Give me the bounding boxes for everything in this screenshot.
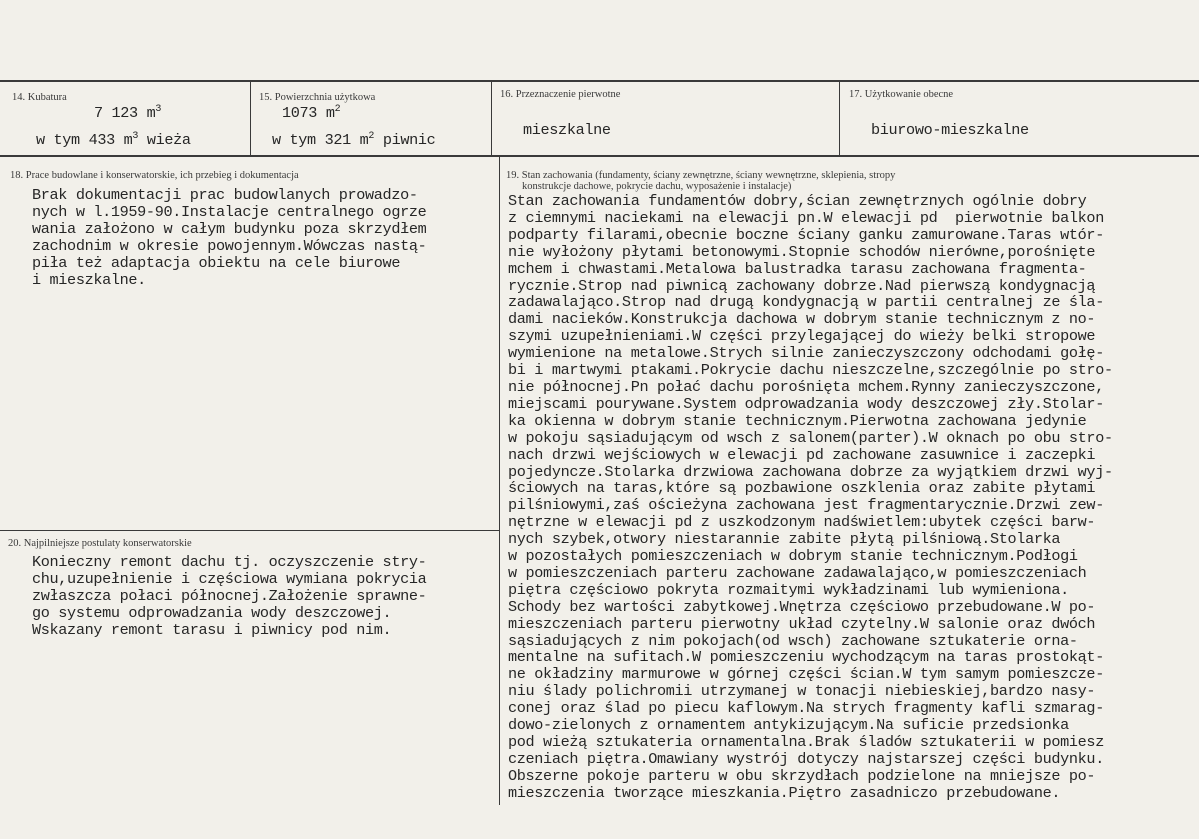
header-bottom-rule — [0, 155, 1199, 157]
uzytkowanie-label: 17. Użytkowanie obecne — [849, 89, 954, 100]
stan-text-line: nach drzwi wejściowych w elewacji pd zachowane zasuwnice i zaczepki — [508, 445, 1096, 464]
stan-text-line: rycznie.Strop nad piwnicą zachowany dobrze.Nad pierwszą kondygnacją — [508, 276, 1096, 295]
stan-text — [508, 193, 1113, 802]
stan-label-line1: 19. Stan zachowania (fundamenty, ściany zewnętrzne, ściany wewnętrzne, sklepienia, stropy — [506, 170, 896, 181]
postulaty-text-line: Konieczny remont dachu tj. oczyszczenie stry- — [32, 553, 427, 571]
stan-text-line: pojedyncze.Stolarka drzwiowa zachowana dobrze za wyjątkiem drzwi wyj- — [508, 462, 1113, 481]
stan-text-line: w pokoju sąsiadującym od wsch z salonem(parter).W oknach po obu stro- — [508, 428, 1113, 447]
stan-text-line: Stan zachowania fundamentów dobry,ścian zewnętrznych ogólnie dobry — [508, 192, 1087, 210]
stan-text-line: zadawalająco.Strop nad drugą kondygnacją w partii centralnej ze śla- — [508, 293, 1104, 312]
prace-label: 18. Prace budowlane i konserwatorskie, ich przebieg i dokumentacja — [10, 170, 299, 181]
stan-text-line: nie północnej.Pn połać dachu porośnięta mchem.Rynny zanieczyszczone, — [508, 377, 1104, 396]
stan-text-line: w pozostałych pomieszczeniach w dobrym stanie technicznym.Podłogi — [508, 547, 1078, 566]
stan-text-line: w pomieszczeniach parteru zachowane zadawalająco,w pomieszczeniach — [508, 563, 1087, 582]
stan-text-line: niu ślady polichromii utrzymanej w tonacji niebieskiej,bardzo nasy- — [508, 682, 1096, 701]
przeznaczenie-value: mieszkalne — [523, 121, 611, 139]
stan-text-line: bi i martwymi ptakami.Pokrycie dachu nieszczelne,szczególnie po stro- — [508, 361, 1113, 380]
stan-text-line: miejscami pourywane.System odprowadzania wody deszczowej zły.Stolar- — [508, 394, 1104, 413]
stan-text-line: dowo-zielonych z ornamentem antykizującym.Na suficie przedsionka — [508, 716, 1069, 735]
powierzchnia-subvalue: w tym 321 $m^2$ piwnic — [272, 131, 436, 149]
stan-text-line: mchem i chwastami.Metalowa balustradka tarasu zachowana fragmenta- — [508, 259, 1087, 278]
prace-text-line: i mieszkalne. — [32, 270, 146, 289]
postulaty-text-line: zwłaszcza połaci północnej.Założenie sprawne- — [32, 586, 427, 605]
divider-left-right — [499, 157, 500, 805]
przeznaczenie-label: 16. Przeznaczenie pierwotne — [500, 89, 621, 100]
stan-label-line2: konstrukcje dachowe, pokrycie dachu, wyposażenie i instalacje) — [522, 181, 792, 192]
stan-text-line: szymi uzupełnieniami.W części przylegającej do wieży belki stropowe — [508, 327, 1096, 346]
stan-text-line: podparty filarami,obecnie boczne ściany ganku zamurowane.Taras wtór- — [508, 225, 1104, 244]
divider-18-20 — [0, 530, 499, 531]
stan-text-line: dami nacieków.Konstrukcja dachowa w dobrym stanie technicznym z no- — [508, 310, 1096, 329]
stan-text-line: nie wyłożony płytami betonowymi.Stopnie schodów nierówne,porośnięte — [508, 242, 1096, 261]
stan-text-line: pilśniowymi,zaś ościeżyna zachowana jest fragmentarycznie.Drzwi zew- — [508, 496, 1104, 515]
stan-text-line: mentalne na sufitach.W pomieszczeniu wychodzącym na taras prostokąt- — [508, 648, 1104, 667]
prace-text-line: nych w l.1959-90.Instalacje centralnego ogrze — [32, 202, 427, 221]
stan-text-line: wymienione na metalowe.Strych silnie zanieczyszczony odchodami gołę- — [508, 344, 1104, 363]
postulaty-text — [32, 554, 426, 639]
prace-text-line: Brak dokumentacji prac budowlanych prowadzo- — [32, 186, 418, 204]
stan-text-line: mieszczeniach parteru pierwotny układ czytelny.W salonie oraz dwóch — [508, 614, 1096, 633]
stan-text-line: pod wieżą sztukateria ornamentalna.Brak śladów sztukaterii w pomiesz — [508, 733, 1104, 751]
stan-text-line: z ciemnymi naciekami na elewacji pn.W elewacji pd pierwotnie balkon — [508, 208, 1104, 227]
kubatura-value: 7 123 $m^3$ — [94, 104, 162, 122]
uzytkowanie-value: biurowo-mieszkalne — [871, 121, 1029, 139]
top-rule — [0, 80, 1199, 82]
stan-text-line: nętrzne w elewacji pd z uszkodzonym nadświetlem:ubytek części barw- — [508, 513, 1096, 532]
divider-16-17 — [839, 82, 840, 155]
postulaty-text-line: chu,uzupełnienie i częściowa wymiana pokrycia — [32, 569, 427, 588]
postulaty-label: 20. Najpilniejsze postulaty konserwatorskie — [8, 538, 192, 549]
prace-text-line: piła też adaptacja obiektu na cele biurowe — [32, 253, 401, 272]
stan-text-line: sąsiadujących z nim pokojach(od wsch) zachowane sztukaterie orna- — [508, 631, 1078, 650]
divider-15-16 — [491, 82, 492, 155]
prace-text-line: zachodnim w okresie powojennym.Wówczas nastą- — [32, 236, 427, 255]
stan-text-line: Schody bez wartości zabytkowej.Wnętrza częściowo przebudowane.W po- — [508, 597, 1096, 616]
kubatura-label: 14. Kubatura — [12, 92, 67, 103]
stan-text-line: piętra częściowo pokryta rozmaitymi wykładzinami lub wymieniona. — [508, 580, 1069, 599]
prace-text — [32, 187, 426, 288]
stan-text-line: ściowych na taras,które są pozbawione oszklenia oraz zabite płytami — [508, 479, 1096, 498]
stan-text-line: Obszerne pokoje parteru w obu skrzydłach podzielone na mniejsze po- — [508, 766, 1096, 785]
stan-text-line: mieszczenia tworzące mieszkania.Piętro zasadniczo przebudowane. — [508, 783, 1061, 802]
kubatura-subvalue: w tym 433 $m^3$ wieża — [36, 131, 191, 149]
stan-text-line: nych szybek,otwory niestarannie zabite płytą pilśniową.Stolarka — [508, 530, 1061, 549]
divider-14-15 — [250, 82, 251, 155]
prace-text-line: wania założono w całym budynku poza skrzydłem — [32, 219, 427, 238]
stan-text-line: czeniach piętra.Omawiany wystrój dotyczy najstarszej części budynku. — [508, 749, 1104, 768]
stan-text-line: ne okładziny marmurowe w górnej części ścian.W tym samym pomieszcze- — [508, 665, 1104, 684]
postulaty-text-line: Wskazany remont tarasu i piwnicy pod nim. — [32, 620, 392, 639]
stan-text-line: ka okienna w dobrym stanie technicznym.Pierwotna zachowana jedynie — [508, 411, 1087, 430]
stan-text-line: conej oraz ślad po piecu kaflowym.Na strych fragmenty kafli szmarag- — [508, 699, 1104, 718]
powierzchnia-value: 1073 $m^2$ — [282, 104, 341, 122]
powierzchnia-label: 15. Powierzchnia użytkowa — [259, 92, 376, 103]
postulaty-text-line: go systemu odprowadzania wody deszczowej. — [32, 603, 392, 622]
